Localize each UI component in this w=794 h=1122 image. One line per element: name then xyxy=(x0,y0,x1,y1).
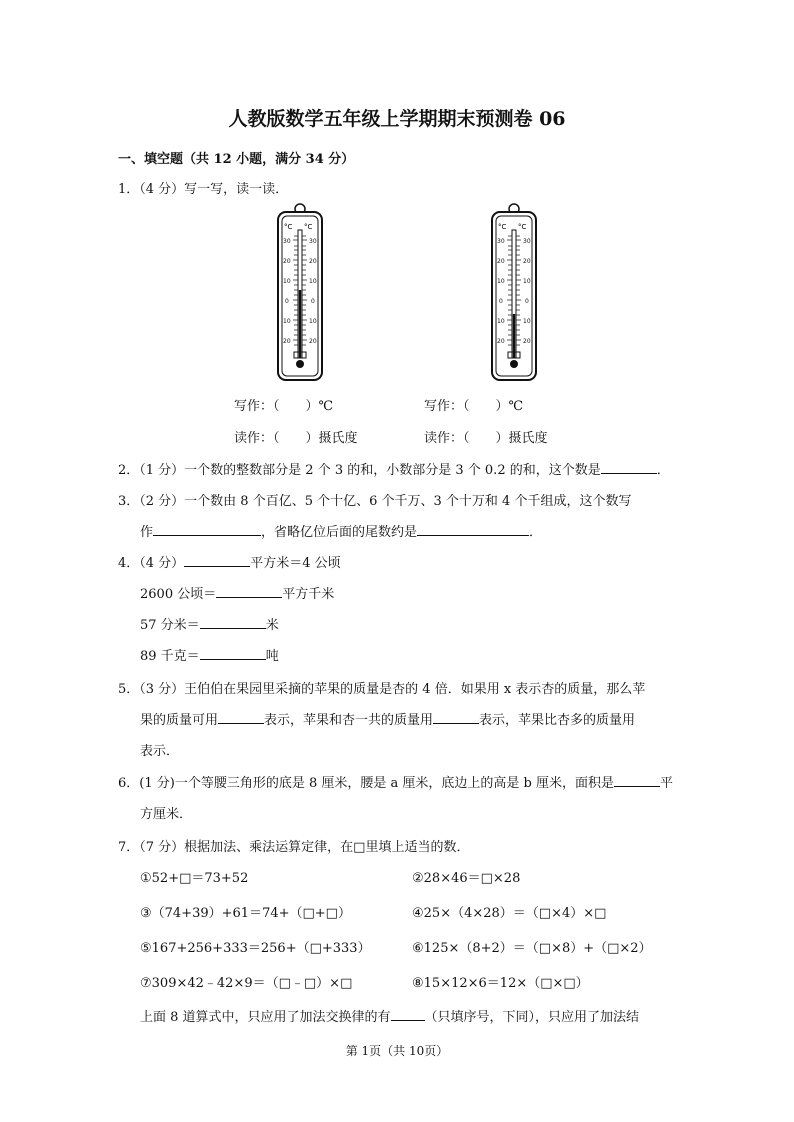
svg-text:10: 10 xyxy=(309,318,317,325)
read-blank-2: 读作：（ ）摄氏度 xyxy=(424,431,548,446)
svg-text:20: 20 xyxy=(497,338,505,345)
unit-label: °C xyxy=(498,223,507,231)
svg-text:30: 30 xyxy=(523,238,531,245)
answer-blank xyxy=(391,1006,425,1021)
equation-item: ⑤167+256+333＝256+（□+333） xyxy=(140,941,371,956)
answer-blank xyxy=(200,614,266,629)
question-5-line2 xyxy=(140,709,635,728)
svg-text:30: 30 xyxy=(283,238,291,245)
question-3-line2 xyxy=(140,521,542,540)
q4-prefix: 4．（4 分） xyxy=(118,556,185,571)
q3-text-c: ． xyxy=(529,525,543,540)
thermometer-left xyxy=(276,202,324,382)
q4-b-unit: 平方千米 xyxy=(282,587,335,602)
svg-text:10: 10 xyxy=(497,318,505,325)
unit-label: °C xyxy=(518,223,527,231)
answer-blank xyxy=(153,521,261,536)
svg-text:10: 10 xyxy=(309,278,317,285)
svg-text:30: 30 xyxy=(309,238,317,245)
answer-blank xyxy=(601,459,657,474)
svg-text:0: 0 xyxy=(285,298,289,305)
answer-blank xyxy=(216,583,282,598)
question-5: 5．（3 分）王伯伯在果园里采摘的苹果的质量是杏的 4 倍．如果用 x 表示杏的质量，那么苹 xyxy=(118,682,646,697)
svg-text:0: 0 xyxy=(525,298,529,305)
equation-item: ⑥125×（8+2）＝（□×8）+（□×2） xyxy=(412,941,652,956)
equation-item: ③（74+39）+61＝74+（□+□） xyxy=(140,906,351,921)
question-2-end: ． xyxy=(656,463,670,478)
q7-text-a: 上面 8 道算式中，只应用了加法交换律的有 xyxy=(140,1010,391,1025)
q4-c-text: 57 分米＝ xyxy=(140,618,200,633)
equation-item: ①52+□＝73+52 xyxy=(140,871,249,886)
q6-end: 平 xyxy=(659,776,673,791)
answer-blank xyxy=(218,709,264,724)
question-1: 1．（4 分）写一写，读一读． xyxy=(118,182,289,197)
question-2 xyxy=(118,459,670,478)
q3-text-a: 作 xyxy=(140,525,154,540)
q3-text-b: ，省略亿位后面的尾数约是 xyxy=(261,525,418,540)
equation-item: ②28×46＝□×28 xyxy=(412,871,521,886)
page-title: 人教版数学五年级上学期期末预测卷 06 xyxy=(228,108,566,130)
svg-text:20: 20 xyxy=(309,338,317,345)
equation-item: ⑦309×42﹣42×9＝（□﹣□）×□ xyxy=(140,976,353,991)
unit-label: °C xyxy=(304,223,313,231)
q5-text-a: 果的质量可用 xyxy=(140,713,219,728)
svg-text:20: 20 xyxy=(283,258,291,265)
svg-text:20: 20 xyxy=(497,258,505,265)
q7-text-b: （只填序号，下同），只应用了加法结 xyxy=(424,1010,640,1025)
question-4 xyxy=(118,552,341,571)
question-7: 7．（7 分）根据加法、乘法运算定律，在□里填上适当的数． xyxy=(118,840,470,855)
write-blank-2: 写作：（ ）℃ xyxy=(424,399,524,414)
equation-item: ⑧15×12×6＝12×（□×□） xyxy=(412,976,589,991)
svg-text:10: 10 xyxy=(283,318,291,325)
question-5-line3: 表示． xyxy=(140,744,180,759)
svg-text:10: 10 xyxy=(497,278,505,285)
question-2-text: 2．（1 分）一个数的整数部分是 2 个 3 的和，小数部分是 3 个 0.2 的和，这个数是 xyxy=(118,463,601,478)
svg-text:20: 20 xyxy=(523,258,531,265)
question-7-summary xyxy=(140,1006,639,1025)
svg-text:10: 10 xyxy=(523,278,531,285)
answer-blank xyxy=(433,709,479,724)
thermometer-right xyxy=(490,202,538,382)
page-footer: 第 1页（共 10页） xyxy=(345,1044,449,1058)
read-blank-1: 读作：（ ）摄氏度 xyxy=(234,431,358,446)
q4-a-text: 平方米＝4 公顷 xyxy=(250,556,341,571)
answer-blank xyxy=(614,772,660,787)
svg-text:0: 0 xyxy=(311,298,315,305)
svg-text:10: 10 xyxy=(283,278,291,285)
question-4-b xyxy=(140,583,334,602)
section-heading: 一、填空题（共 12 小题，满分 34 分） xyxy=(118,152,355,167)
question-4-c xyxy=(140,614,279,633)
svg-text:20: 20 xyxy=(309,258,317,265)
q5-text-b: 表示，苹果和杏一共的质量用 xyxy=(264,713,434,728)
answer-blank xyxy=(417,521,529,536)
q5-text-c: 表示，苹果比杏多的质量用 xyxy=(479,713,636,728)
equation-item: ④25×（4×28）＝（□×4）×□ xyxy=(412,906,607,921)
svg-text:10: 10 xyxy=(523,318,531,325)
q4-d-unit: 吨 xyxy=(265,649,279,664)
svg-text:20: 20 xyxy=(283,338,291,345)
q4-d-text: 89 千克＝ xyxy=(140,649,200,664)
question-4-d xyxy=(140,645,279,664)
question-3: 3．（2 分）一个数由 8 个百亿、5 个十亿、6 个千万、3 个十万和 4 个千组成，这个数写 xyxy=(118,494,632,509)
q6-text: 6．(1 分)一个等腰三角形的底是 8 厘米，腰是 a 厘米，底边上的高是 b 厘米，面积是 xyxy=(118,776,614,791)
svg-text:20: 20 xyxy=(523,338,531,345)
question-6-line2: 方厘米． xyxy=(140,807,193,822)
answer-blank xyxy=(184,552,250,567)
svg-text:30: 30 xyxy=(497,238,505,245)
question-6 xyxy=(118,772,673,791)
write-blank-1: 写作：（ ）℃ xyxy=(234,399,334,414)
svg-text:0: 0 xyxy=(499,298,503,305)
unit-label: °C xyxy=(284,223,293,231)
q4-b-text: 2600 公顷＝ xyxy=(140,587,217,602)
answer-blank xyxy=(200,645,266,660)
q4-c-unit: 米 xyxy=(265,618,279,633)
